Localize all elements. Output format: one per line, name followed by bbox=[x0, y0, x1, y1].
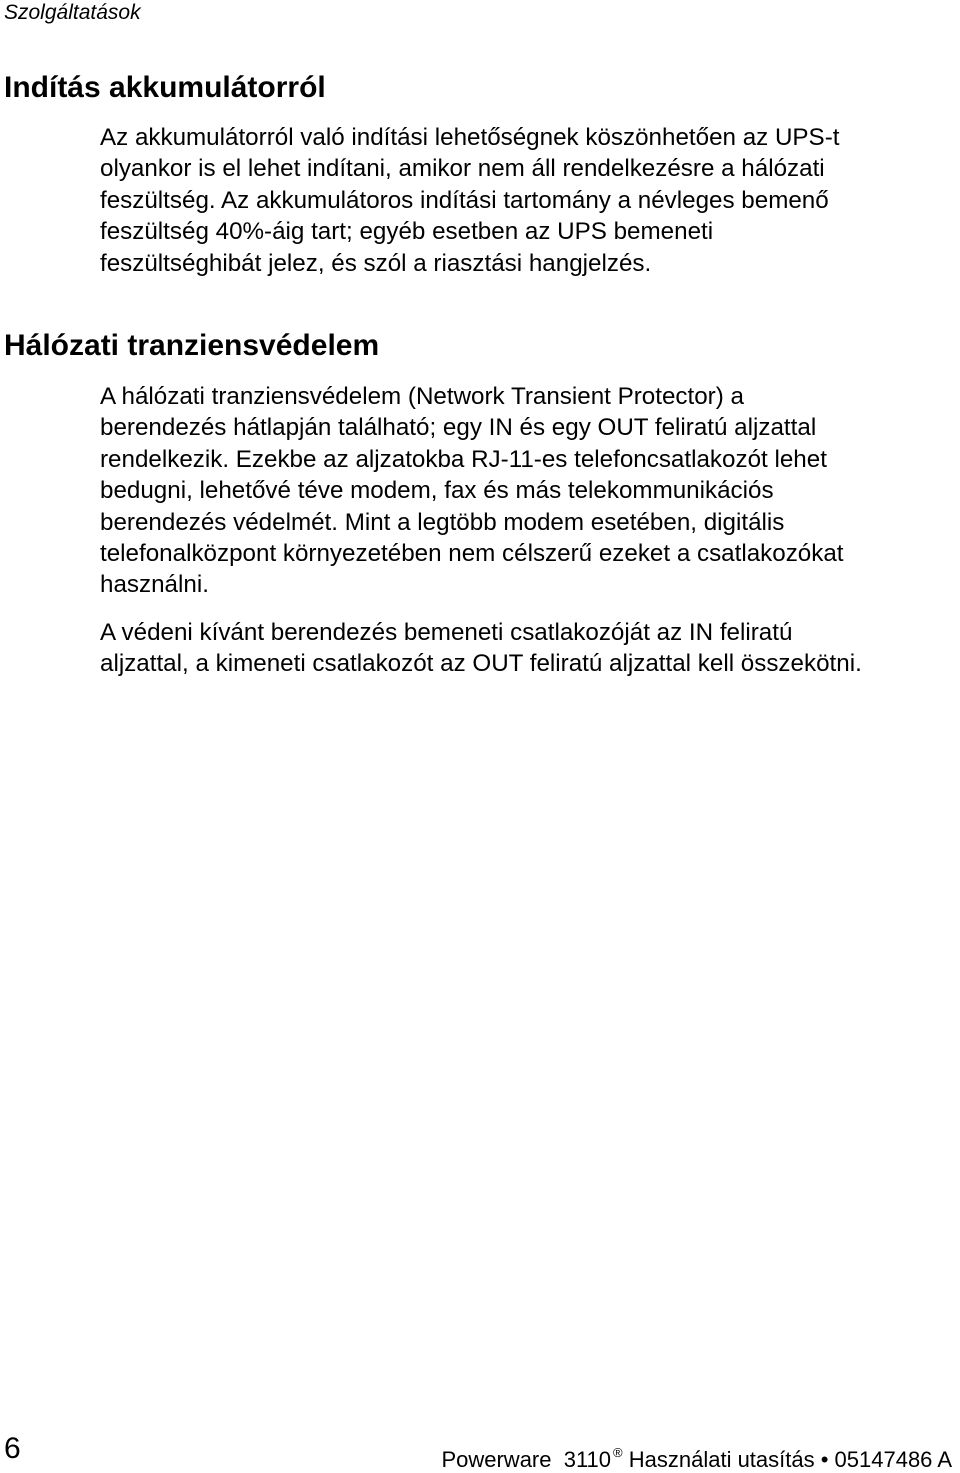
page-number: 6 bbox=[4, 1432, 21, 1465]
footer-document-title bbox=[441, 1440, 952, 1473]
running-header: Szolgáltatások bbox=[4, 1, 141, 24]
text-line: bedugni, lehetővé téve modem, fax és más telekommunikációs bbox=[100, 477, 774, 505]
text-line: feszültség 40%-áig tart; egyéb esetben az UPS bemeneti bbox=[100, 218, 714, 246]
section-heading-network-transient: Hálózati tranziensvédelem bbox=[4, 329, 380, 362]
text-line: aljzattal, a kimeneti csatlakozót az OUT feliratú aljzattal kell összekötni. bbox=[100, 650, 862, 678]
text-line: berendezés hátlapján található; egy IN és egy OUT feliratú aljzattal bbox=[100, 414, 817, 442]
footer-product-name: Powerware 3110 bbox=[441, 1447, 612, 1472]
text-line: A hálózati tranziensvédelem (Network Transient Protector) a bbox=[100, 383, 744, 410]
text-line: Az akkumulátorról való indítási lehetőségnek köszönhetően az UPS-t bbox=[100, 124, 840, 151]
text-line: A védeni kívánt berendezés bemeneti csatlakozóját az IN feliratú bbox=[100, 619, 793, 646]
text-line: rendelkezik. Ezekbe az aljzatokba RJ-11-es telefoncsatlakozót lehet bbox=[100, 445, 827, 473]
text-line: feszültséghibát jelez, és szól a riasztási hangjelzés. bbox=[100, 249, 652, 277]
text-line: feszültség. Az akkumulátoros indítási tartomány a névleges bemenő bbox=[100, 186, 829, 214]
registered-trademark-mark: ® bbox=[613, 1445, 623, 1460]
paragraph-network-transient-1 bbox=[100, 381, 844, 601]
paragraph-battery-start bbox=[100, 122, 839, 279]
text-line: berendezés védelmét. Mint a legtöbb modem esetében, digitális bbox=[100, 508, 785, 536]
section-heading-battery-start: Indítás akkumulátorról bbox=[4, 71, 326, 104]
footer-doc-title: Használati utasítás • 05147486 A bbox=[622, 1447, 952, 1472]
text-line: olyankor is el lehet indítani, amikor nem áll rendelkezésre a hálózati bbox=[100, 155, 825, 183]
text-line: telefonalközpont környezetében nem célszerű ezeket a csatlakozókat bbox=[100, 540, 844, 568]
paragraph-network-transient-2 bbox=[100, 617, 862, 680]
text-line: használni. bbox=[100, 571, 209, 599]
